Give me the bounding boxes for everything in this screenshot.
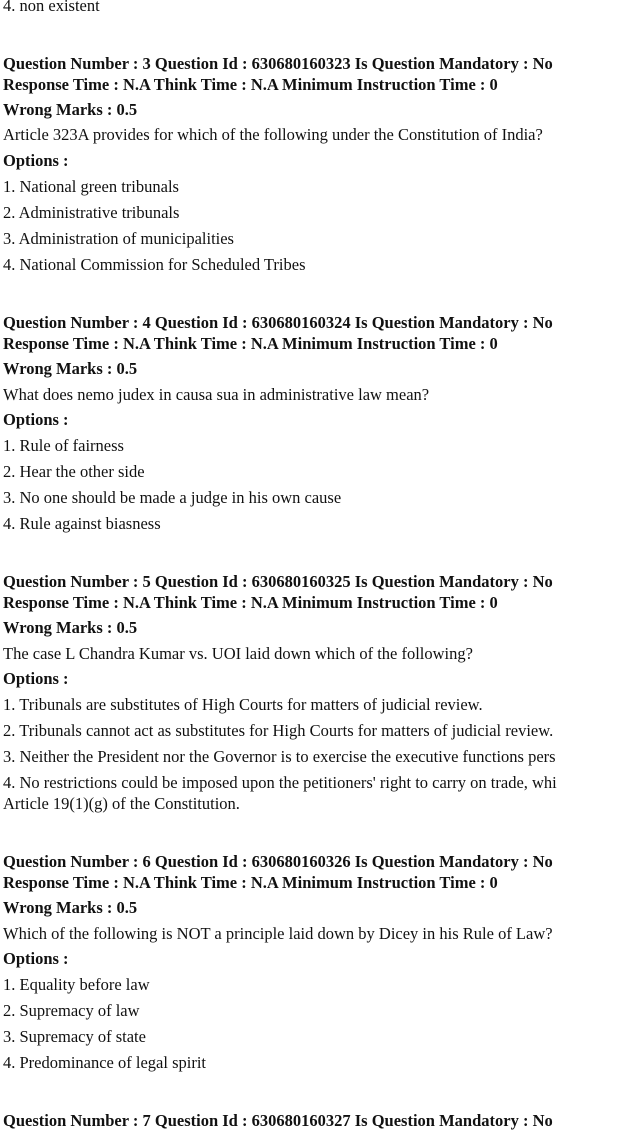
wrong-marks: Wrong Marks : 0.5	[3, 898, 138, 917]
options-label: Options :	[3, 669, 69, 688]
question-text: The case L Chandra Kumar vs. UOI laid down which of the following?	[3, 644, 473, 663]
option-item: 2. Administrative tribunals	[3, 203, 180, 222]
question-header: Question Number : 7 Question Id : 630680160327 Is Question Mandatory : No	[3, 1111, 553, 1130]
option-item: 4. Rule against biasness	[3, 514, 161, 533]
response-time-line: Response Time : N.A Think Time : N.A Minimum Instruction Time : 0	[3, 873, 498, 892]
question-text: What does nemo judex in causa sua in administrative law mean?	[3, 385, 430, 404]
option-item: 2. Supremacy of law	[3, 1001, 140, 1020]
option-item: 4. National Commission for Scheduled Tribes	[3, 255, 306, 274]
response-time-line: Response Time : N.A Think Time : N.A Minimum Instruction Time : 0	[3, 334, 498, 353]
question-text: Which of the following is NOT a principle laid down by Dicey in his Rule of Law?	[3, 924, 553, 943]
option-continuation: Article 19(1)(g) of the Constitution.	[3, 794, 240, 813]
option-item: 4. non existent	[3, 0, 100, 15]
option-item: 2. Tribunals cannot act as substitutes for High Courts for matters of judicial review.	[3, 721, 554, 740]
option-item: 3. No one should be made a judge in his own cause	[3, 488, 342, 507]
question-header: Question Number : 6 Question Id : 630680160326 Is Question Mandatory : No	[3, 852, 553, 871]
option-item: 1. National green tribunals	[3, 177, 179, 196]
options-label: Options :	[3, 151, 69, 170]
question-text: Article 323A provides for which of the following under the Constitution of India?	[3, 125, 543, 144]
option-item: 3. Administration of municipalities	[3, 229, 234, 248]
wrong-marks: Wrong Marks : 0.5	[3, 359, 138, 378]
options-label: Options :	[3, 949, 69, 968]
question-header: Question Number : 5 Question Id : 630680160325 Is Question Mandatory : No	[3, 572, 553, 591]
question-header: Question Number : 4 Question Id : 630680160324 Is Question Mandatory : No	[3, 313, 553, 332]
wrong-marks: Wrong Marks : 0.5	[3, 618, 138, 637]
response-time-line: Response Time : N.A Think Time : N.A Minimum Instruction Time : 0	[3, 593, 498, 612]
response-time-line: Response Time : N.A Think Time : N.A Minimum Instruction Time : 0	[3, 75, 498, 94]
options-label: Options :	[3, 410, 69, 429]
option-item: 1. Rule of fairness	[3, 436, 124, 455]
option-item: 4. No restrictions could be imposed upon the petitioners' right to carry on trade, whi	[3, 773, 557, 792]
option-item: 3. Neither the President nor the Governor is to exercise the executive functions pers	[3, 747, 556, 766]
wrong-marks: Wrong Marks : 0.5	[3, 100, 138, 119]
option-item: 1. Tribunals are substitutes of High Courts for matters of judicial review.	[3, 695, 483, 714]
option-item: 2. Hear the other side	[3, 462, 145, 481]
option-item: 4. Predominance of legal spirit	[3, 1053, 206, 1072]
option-item: 1. Equality before law	[3, 975, 150, 994]
question-header: Question Number : 3 Question Id : 630680160323 Is Question Mandatory : No	[3, 54, 553, 73]
option-item: 3. Supremacy of state	[3, 1027, 146, 1046]
